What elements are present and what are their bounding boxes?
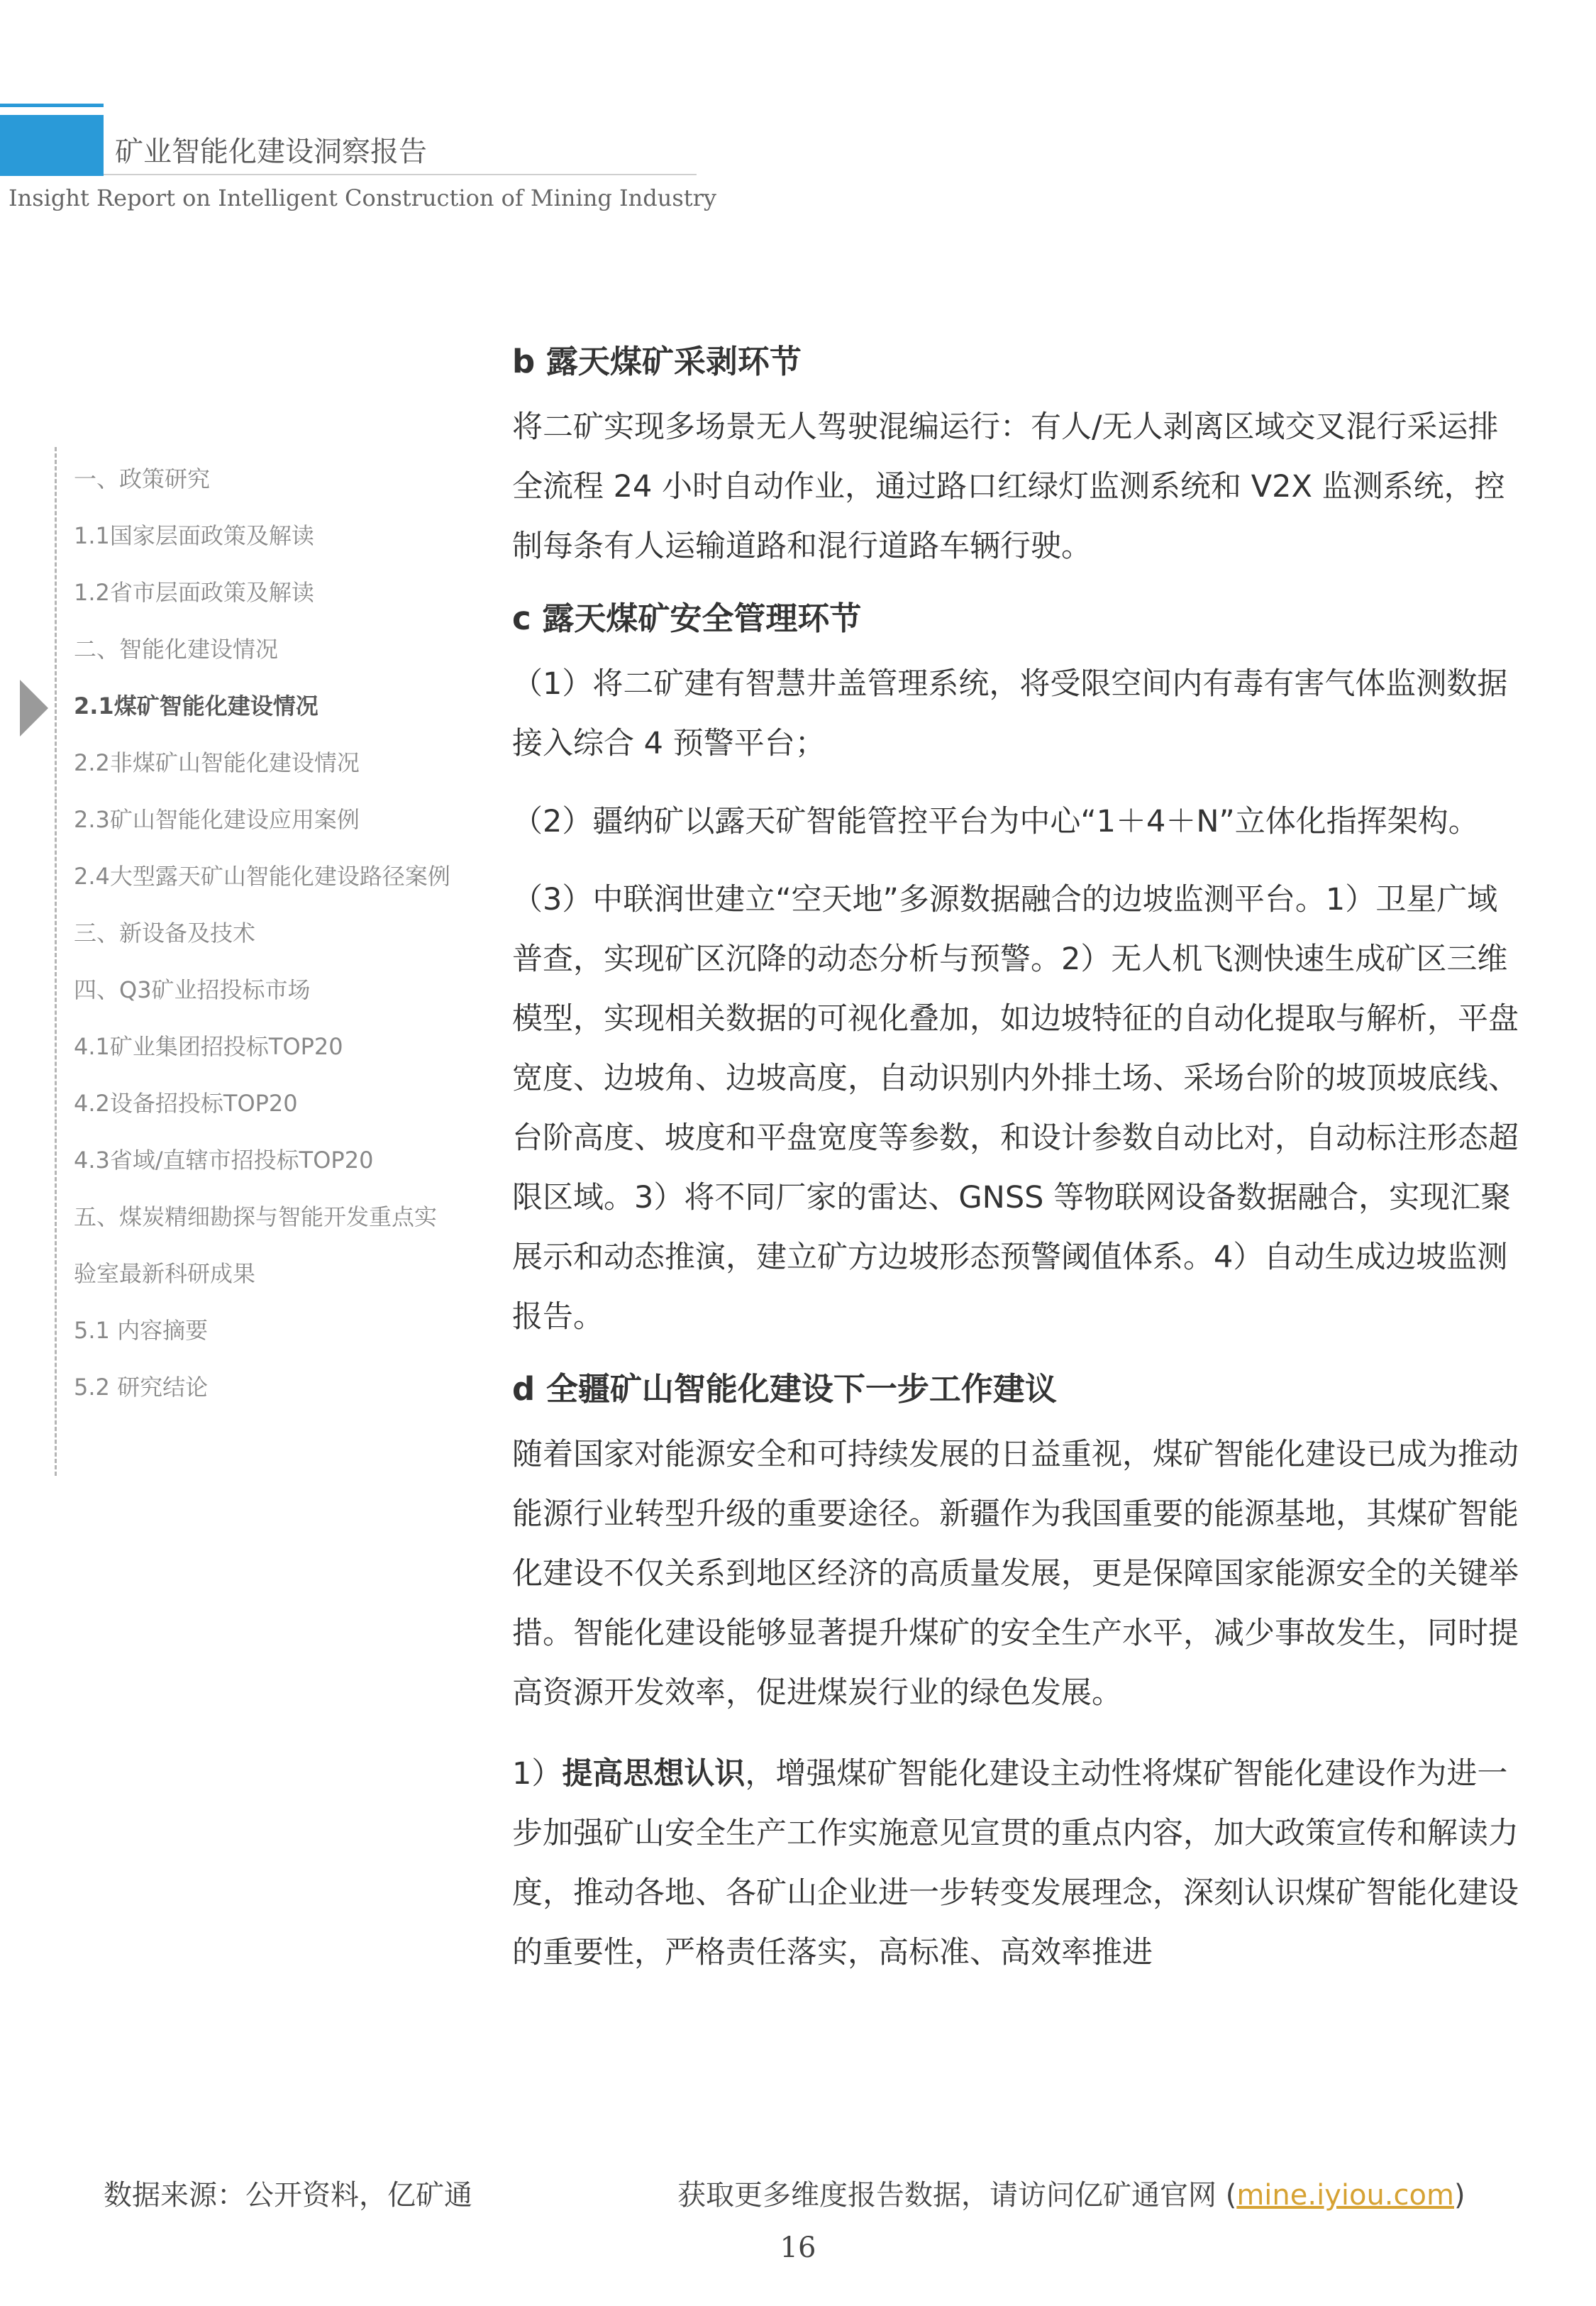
toc-item[interactable]: 三、新设备及技术 [74,920,256,947]
paragraph-text: ，增强煤矿智能化建设主动性将煤矿智能化建设作为进一步加强矿山安全生产工作实施意见宣贯的重点内容，加大政策宣传和解读力度，推动各地、各矿山企业进一步转变发展理念，深刻认识煤矿智能化建设的重要性，严格责任落实，高标准、高效率推进 [512,1756,1519,1970]
header-accent-line [0,104,104,107]
toc-item[interactable]: 一、政策研究 [74,465,211,492]
toc-item[interactable]: 4.3省域/直辖市招投标TOP20 [74,1147,374,1174]
emphasis-text: 提高思想认识 [562,1756,746,1792]
cta-text: 获取更多维度报告数据，请访问亿矿通官网 ( [677,2179,1237,2212]
main-content [512,341,1519,2004]
page-number: 16 [780,2231,816,2264]
paragraph: （2）疆纳矿以露天矿智能管控平台为中心“1＋4＋N”立体化指挥架构。 [512,804,1479,839]
paragraph: （3）中联润世建立“空天地”多源数据融合的边坡监测平台。1）卫星广域普查，实现矿区沉降的动态分析与预警。2）无人机飞测快速生成矿区三维模型，实现相关数据的可视化叠加，如边坡特征的自动化提取与解析，平盘宽度、边坡角、边坡高度，自动识别内外排土场、采场台阶的坡顶坡底线、台阶高度、坡度和平盘宽度等参数，和设计参数自动比对，自动标注形态超限区域。3）将不同厂家的雷达、GNSS 等物联网设备数据融合，实现汇聚展示和动态推演，建立矿方边坡形态预警阈值体系。4）自动生成边坡监测报告。 [512,882,1519,1335]
data-source-note: 数据来源：公开资料，亿矿通 [104,2179,472,2212]
toc-item-active[interactable]: 2.1煤矿智能化建设情况 [74,693,318,719]
paragraph: 随着国家对能源安全和可持续发展的日益重视，煤矿智能化建设已成为推动能源行业转型升级的重要途径。新疆作为我国重要的能源基地，其煤矿智能化建设不仅关系到地区经济的高质量发展，更是保障国家能源安全的关键举措。智能化建设能够显著提升煤矿的安全生产水平，减少事故发生，同时提高资源开发效率，促进煤炭行业的绿色发展。 [512,1437,1519,1711]
toc-item[interactable]: 验室最新科研成果 [74,1260,256,1287]
header-accent-block [0,115,104,176]
cta-close: ) [1453,2179,1465,2212]
paragraph: （1）将二矿建有智慧井盖管理系统，将受限空间内有毒有害气体监测数据接入综合 4 预警平台； [512,666,1508,761]
toc-item[interactable]: 二、智能化建设情况 [74,636,279,663]
toc-item[interactable]: 1.1国家层面政策及解读 [74,522,314,549]
report-title: 矿业智能化建设洞察报告 [115,136,427,168]
section-heading-c: c 露天煤矿安全管理环节 [512,600,862,637]
toc-item[interactable]: 1.2省市层面政策及解读 [74,579,314,606]
toc-item[interactable]: 2.3矿山智能化建设应用案例 [74,806,360,833]
toc-item[interactable]: 五、煤炭精细勘探与智能开发重点实 [74,1203,438,1230]
toc-item[interactable]: 4.2设备招投标TOP20 [74,1090,298,1117]
section-heading-b: b 露天煤矿采剥环节 [512,343,802,380]
report-subtitle: Insight Report on Intelligent Construction of Mining Industry [9,184,716,211]
toc-item[interactable]: 2.2非煤矿山智能化建设情况 [74,749,360,776]
toc-current-marker-icon [20,680,48,737]
toc-dashed-rule [55,447,57,1476]
toc-item[interactable]: 四、Q3矿业招投标市场 [74,976,311,1003]
toc-item[interactable]: 2.4大型露天矿山智能化建设路径案例 [74,863,450,890]
header-divider [104,174,697,175]
website-link[interactable]: mine.iyiou.com [1236,2179,1454,2212]
toc-item[interactable]: 4.1矿业集团招投标TOP20 [74,1033,343,1060]
footer-cta [677,2173,1465,2213]
paragraph: 将二矿实现多场景无人驾驶混编运行：有人/无人剥离区域交叉混行采运排全流程 24 小时自动作业，通过路口红绿灯监测系统和 V2X 监测系统，控制每条有人运输道路和混行道路车辆行驶。 [512,409,1505,564]
list-marker: 1） [512,1756,563,1792]
section-heading-d: d 全疆矿山智能化建设下一步工作建议 [512,1370,1057,1408]
toc-item[interactable]: 5.2 研究结论 [74,1374,209,1401]
toc-item[interactable]: 5.1 内容摘要 [74,1317,209,1344]
paragraph-recommendation-1 [512,1744,1519,1982]
